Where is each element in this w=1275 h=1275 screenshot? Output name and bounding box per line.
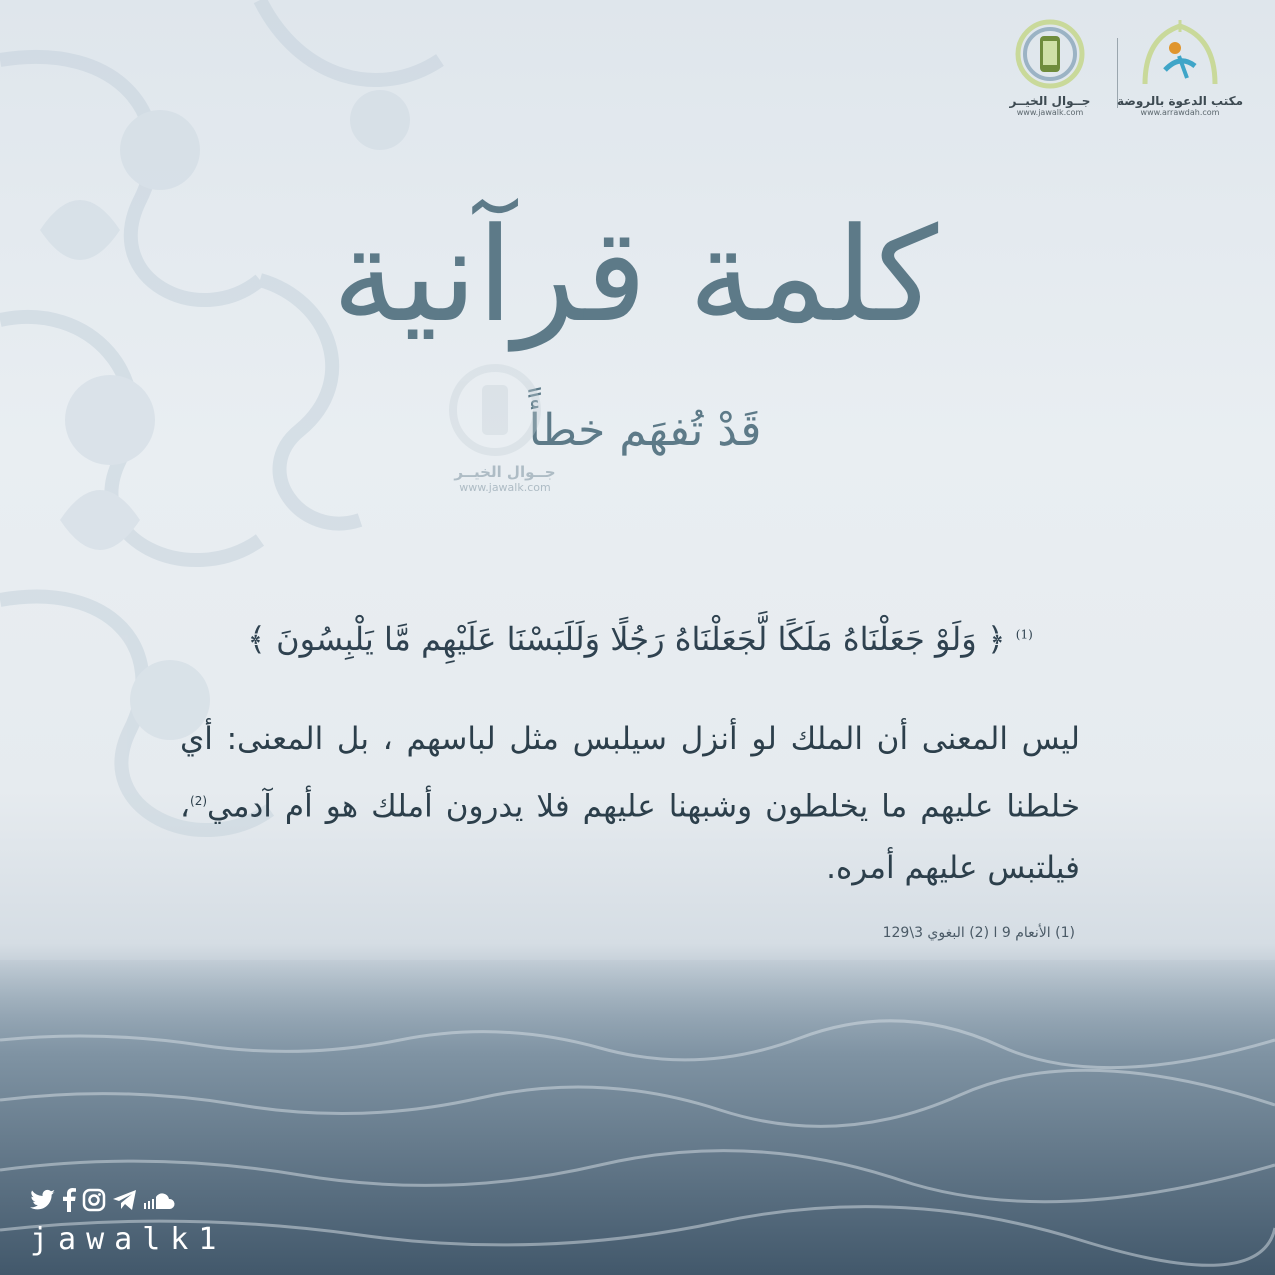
verse-footnote-mark: (1) — [1015, 627, 1033, 642]
partner-logos — [1005, 18, 1245, 128]
quran-verse — [200, 620, 1080, 658]
social-handle: jawalk1 — [30, 1222, 227, 1257]
arrawdah-logo-name: مكتب الدعوة بالروضة — [1116, 94, 1244, 108]
instagram-icon[interactable] — [82, 1188, 106, 1216]
jawalk-logo-name: جــوال الخيــر — [1009, 94, 1091, 108]
watermark-text — [430, 463, 580, 494]
verse-text: ﴿ وَلَوْ جَعَلْنَاهُ مَلَكًا لَّجَعَلْنَاهُ رَجُلًا وَلَلَبَسْنَا عَلَيْهِم مَّا يَلْبِسُونَ ﴾ — [247, 620, 1006, 658]
arrawdah-logo-url: www.arrawdah.com — [1140, 108, 1220, 117]
title-subtitle: قَدْ تُفهَم خطأً — [528, 405, 762, 456]
mosque-dome-icon — [1135, 18, 1225, 90]
title-calligraphy — [331, 120, 939, 400]
telegram-icon[interactable] — [112, 1189, 138, 1215]
explanation-footnote-mark: (2) — [190, 794, 208, 808]
soundcloud-icon[interactable] — [144, 1191, 178, 1213]
arrawdah-logo — [1115, 18, 1245, 128]
watermark-name: جــوال الخيــر — [454, 463, 556, 481]
explanation-paragraph — [180, 708, 1080, 899]
jawalk-logo-url: www.jawalk.com — [1016, 108, 1084, 117]
references-line: (1) الأنعام 9 ا (2) البغوي 3\129 — [882, 925, 1075, 941]
title-main: كلمة قرآنية — [331, 199, 939, 351]
social-footer — [30, 1188, 226, 1257]
jawalk-logo — [1005, 18, 1095, 128]
explanation-part2: ، فيلتبس عليهم أمره. — [180, 788, 1080, 887]
facebook-icon[interactable] — [62, 1188, 76, 1216]
explanation-part1: ليس المعنى أن الملك لو أنزل سيلبس مثل لباسهم ، بل المعنى: أي خلطنا عليهم ما يخلطون وشبهنا عليهم فلا يدرون أملك هو أم آدمي — [180, 721, 1080, 825]
twitter-icon[interactable] — [30, 1189, 56, 1215]
mobile-phone-icon — [1015, 18, 1085, 90]
watermark-url: www.jawalk.com — [459, 481, 551, 494]
social-icons — [30, 1188, 226, 1216]
